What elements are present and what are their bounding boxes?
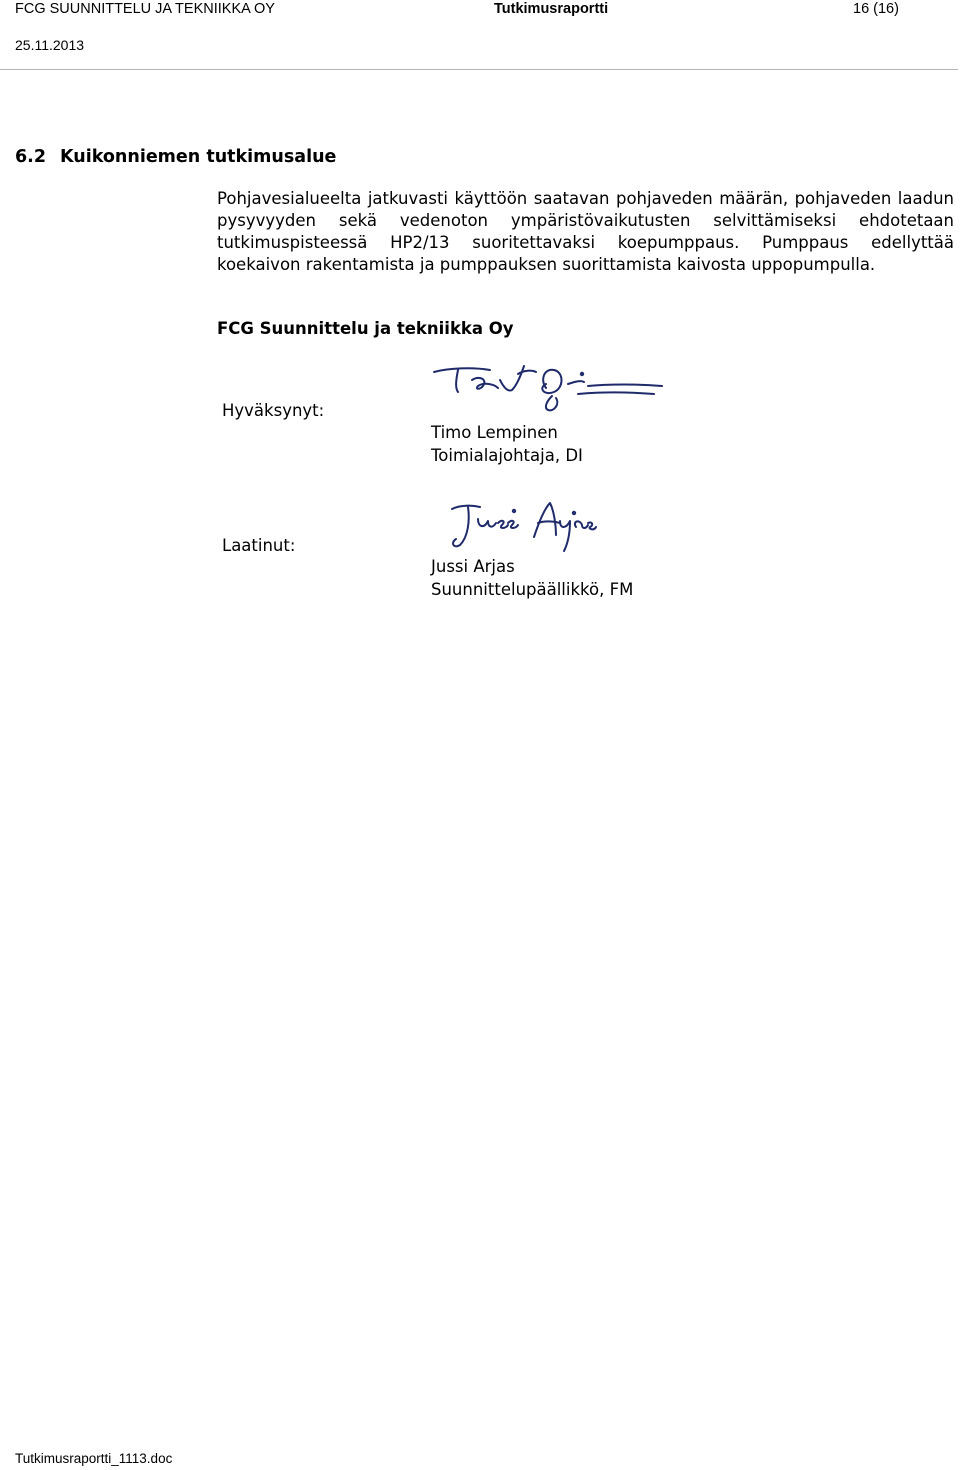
preparer-role: Suunnittelupäällikkö, FM [431,579,634,599]
header-divider [0,69,958,70]
section-number: 6.2 [15,147,47,167]
section-title: Kuikonniemen tutkimusalue [60,147,337,167]
header-date: 25.11.2013 [15,37,85,53]
header-company: FCG SUUNNITTELU JA TEKNIIKKA OY [15,1,275,17]
signing-company: FCG Suunnittelu ja tekniikka Oy [217,319,514,338]
approver-block [431,422,583,467]
header-title: Tutkimusraportti [494,1,609,17]
preparer-signature [448,497,598,555]
header-page-number: 16 (16) [853,1,899,17]
preparer-name: Jussi Arjas [431,557,515,576]
section-paragraph: Pohjavesialueelta jatkuvasti käyttöön saatavan pohjaveden määrän, pohjaveden laadun pysyvyyden sekä vedenoton ympäristövaikutusten selvittämiseksi ehdotetaan tutkimuspisteessä HP2/13 suoritettavaksi koepumppaus. Pumppaus edellyttää koekaivon rakentamista ja pumppauksen suorittamista kaivosta uppopumpulla. [217,189,954,274]
approver-signature [428,358,668,416]
approved-label: Hyväksynyt: [222,401,325,420]
preparer-block [431,556,633,601]
footer-filename: Tutkimusraportti_1113.doc [15,1451,173,1466]
approver-role: Toimialajohtaja, DI [431,445,583,465]
approver-name: Timo Lempinen [431,423,558,442]
prepared-label: Laatinut: [222,536,296,555]
section-heading [15,145,336,169]
